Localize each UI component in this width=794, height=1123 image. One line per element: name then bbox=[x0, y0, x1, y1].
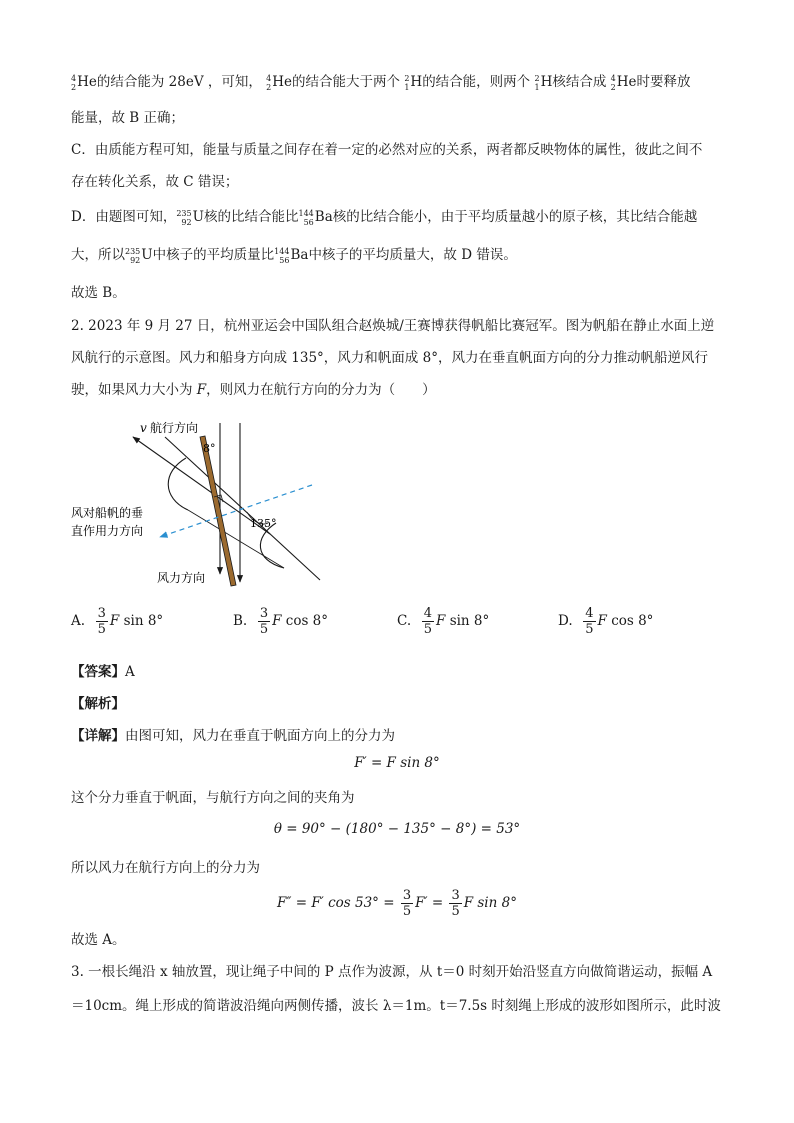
numerator: 3 bbox=[259, 606, 269, 621]
he-charge: 2 bbox=[610, 82, 616, 92]
denominator: 5 bbox=[423, 622, 433, 637]
fraction bbox=[258, 606, 270, 637]
choose-a: 故选 A。 bbox=[71, 932, 126, 948]
option-c-explain-line1: C．由质能方程可知，能量与质量之间存在着一定的必然对应的关系，两者都反映物体的属性，彼此之间不 bbox=[71, 142, 703, 158]
fraction bbox=[401, 888, 413, 919]
u-charge: 92 bbox=[130, 255, 141, 265]
velocity-label: v bbox=[140, 421, 147, 435]
u-mass: 235 bbox=[176, 208, 192, 218]
option-letter: C. bbox=[397, 613, 412, 629]
ba-mass: 144 bbox=[298, 208, 314, 218]
he-charge: 2 bbox=[266, 82, 272, 92]
text: 的结合能，则两个 bbox=[422, 74, 531, 90]
equation-3 bbox=[0, 888, 794, 919]
force-symbol: F bbox=[436, 613, 446, 629]
option-a bbox=[71, 606, 163, 637]
text: 时要释放 bbox=[636, 74, 691, 90]
fraction bbox=[96, 606, 108, 637]
text: D．由题图可知， bbox=[71, 209, 177, 225]
option-c bbox=[397, 606, 489, 637]
equation-1: F′ = F sin 8° bbox=[354, 755, 440, 771]
u-charge: 92 bbox=[181, 217, 192, 227]
q2-line3 bbox=[71, 380, 436, 400]
sailboat-diagram bbox=[60, 410, 340, 595]
option-d-explain-line1 bbox=[71, 207, 697, 227]
denominator: 5 bbox=[451, 904, 460, 919]
option-func: cos 8° bbox=[611, 613, 654, 629]
fraction bbox=[449, 888, 461, 919]
numerator: 3 bbox=[97, 606, 106, 621]
angle-8-label: 8° bbox=[203, 442, 216, 455]
option-letter: D. bbox=[558, 613, 573, 629]
para-he-line1 bbox=[71, 72, 691, 92]
u-symbol: U bbox=[192, 209, 204, 225]
force-symbol: F bbox=[196, 382, 207, 398]
equation-part: F sin 8° bbox=[463, 895, 517, 911]
option-c-explain-line2: 存在转化关系，故 C 错误； bbox=[71, 174, 239, 190]
equation-part: F″ = F′ cos 53° = bbox=[277, 895, 395, 911]
option-letter: A. bbox=[71, 613, 86, 629]
h-mass: 2 bbox=[534, 73, 540, 83]
text: 由图可知，风力在垂直于帆面方向上的分力为 bbox=[125, 728, 395, 744]
h-charge: 1 bbox=[404, 82, 410, 92]
numerator: 4 bbox=[423, 606, 433, 621]
option-d-explain-line2 bbox=[71, 245, 517, 265]
text: ，则风力在航行方向的分力为（ ） bbox=[206, 382, 436, 398]
he-mass: 4 bbox=[610, 73, 616, 83]
wind-direction-label: 风力方向 bbox=[157, 571, 206, 585]
he-symbol: He bbox=[616, 74, 637, 90]
text: 中核子的平均质量比 bbox=[152, 247, 275, 263]
q3-line2: ＝10cm。绳上形成的简谐波沿绳向两侧传播，波长 λ＝1m。t＝7.5s 时刻绳上形成的波形如图所示，此时波 bbox=[71, 998, 721, 1014]
q2-line2: 风航行的示意图。风力和船身方向成 135°，风力和帆面成 8°，风力在垂直帆面方向的分力推动帆船逆风行 bbox=[71, 350, 708, 366]
text: 驶，如果风力大小为 bbox=[71, 382, 197, 398]
he-mass: 4 bbox=[266, 73, 272, 83]
h-symbol: H bbox=[410, 74, 423, 90]
option-letter: B. bbox=[233, 613, 248, 629]
ba-mass: 144 bbox=[274, 246, 290, 256]
denominator: 5 bbox=[402, 904, 412, 919]
perp-force-label-2: 直作用力方向 bbox=[71, 524, 144, 538]
he-symbol: He bbox=[77, 74, 97, 90]
force-symbol: F bbox=[597, 613, 607, 629]
he-symbol: He bbox=[272, 74, 293, 90]
u-mass: 235 bbox=[125, 246, 141, 256]
text: 核结合成 bbox=[552, 74, 607, 90]
detail-text-3: 所以风力在航行方向上的分力为 bbox=[71, 860, 260, 876]
he-mass: 4 bbox=[71, 73, 77, 83]
ba-charge: 56 bbox=[279, 255, 290, 265]
h-symbol: H bbox=[540, 74, 553, 90]
option-func: sin 8° bbox=[123, 613, 164, 629]
perpendicular-force-arrow bbox=[160, 485, 312, 537]
option-d bbox=[558, 606, 653, 637]
detail-text-2: 这个分力垂直于帆面，与航行方向之间的夹角为 bbox=[71, 790, 355, 806]
detail-line bbox=[71, 726, 395, 746]
perp-force-label-1: 风对船帆的垂 bbox=[71, 506, 144, 520]
u-symbol: U bbox=[141, 247, 153, 263]
numerator: 3 bbox=[451, 888, 460, 903]
h-charge: 1 bbox=[534, 82, 540, 92]
denominator: 5 bbox=[97, 622, 106, 637]
denominator: 5 bbox=[259, 622, 269, 637]
fraction bbox=[422, 606, 434, 637]
hull-front-arc bbox=[168, 458, 188, 510]
q2-line1: 2. 2023 年 9 月 27 日，杭州亚运会中国队组合赵焕城/王赛博获得帆船比赛冠军。图为帆船在静止水面上逆 bbox=[71, 318, 715, 334]
answer-label: 【答案】 bbox=[71, 664, 125, 680]
ba-charge: 56 bbox=[303, 217, 314, 227]
force-symbol: F bbox=[272, 613, 282, 629]
choose-b: 故选 B。 bbox=[71, 285, 126, 301]
text: 大，所以 bbox=[71, 247, 125, 263]
angle-135-label: 135° bbox=[250, 517, 277, 530]
text: 中核子的平均质量大，故 D 错误。 bbox=[308, 247, 517, 263]
equation-2: θ = 90° − (180° − 135° − 8°) = 53° bbox=[273, 821, 521, 837]
para-he-line2: 能量，故 B 正确； bbox=[71, 110, 185, 126]
sail-bar bbox=[200, 436, 236, 586]
ba-symbol: Ba bbox=[314, 209, 333, 225]
text: 的结合能为 28eV ，可知， bbox=[96, 74, 262, 90]
text: 核的比结合能比 bbox=[204, 209, 299, 225]
equation-part: F′ = bbox=[415, 895, 444, 911]
option-func: cos 8° bbox=[285, 613, 329, 629]
force-symbol: F bbox=[109, 613, 120, 629]
analysis-label: 【解析】 bbox=[71, 696, 125, 712]
nav-direction-label: 航行方向 bbox=[150, 421, 199, 435]
analysis-line bbox=[71, 694, 125, 714]
option-b bbox=[233, 606, 328, 637]
q3-line1: 3. 一根长绳沿 x 轴放置，现让绳子中间的 P 点作为波源，从 t＝0 时刻开始沿竖直方向做简谐运动，振幅 A bbox=[71, 964, 713, 980]
text: 核的比结合能小，由于平均质量越小的原子核，其比结合能越 bbox=[332, 209, 698, 225]
option-func: sin 8° bbox=[449, 613, 490, 629]
h-mass: 2 bbox=[404, 73, 410, 83]
he-charge: 2 bbox=[71, 82, 77, 92]
answer-line bbox=[71, 662, 135, 682]
text: 的结合能大于两个 bbox=[292, 74, 401, 90]
numerator: 4 bbox=[585, 606, 594, 621]
numerator: 3 bbox=[402, 888, 412, 903]
denominator: 5 bbox=[585, 622, 594, 637]
answer-value: A bbox=[125, 664, 135, 680]
detail-label: 【详解】 bbox=[71, 728, 125, 744]
fraction bbox=[583, 606, 595, 637]
ba-symbol: Ba bbox=[290, 247, 309, 263]
